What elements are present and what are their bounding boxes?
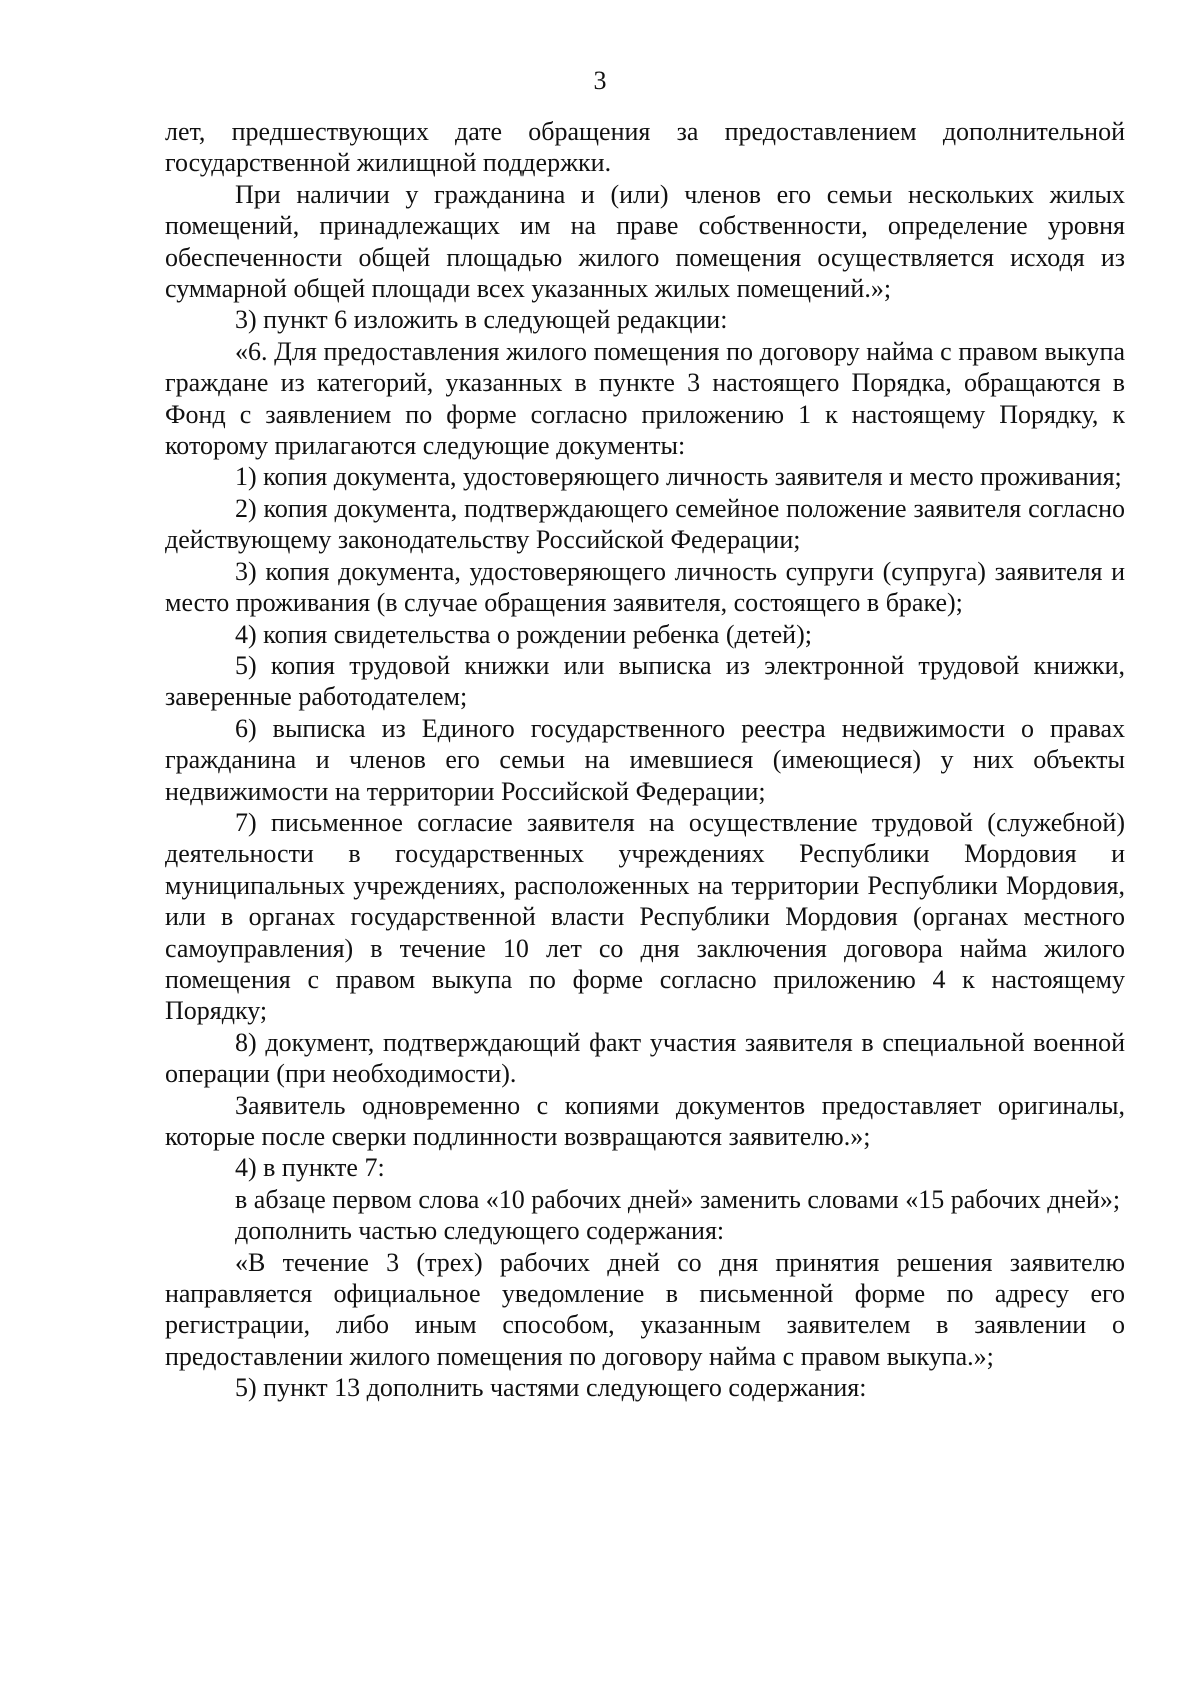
paragraph: 1) копия документа, удостоверяющего личность заявителя и место проживания; [235, 462, 1122, 492]
paragraph: дополнить частью следующего содержания: [235, 1216, 725, 1246]
paragraph: 3) пункт 6 изложить в следующей редакции: [235, 305, 728, 335]
paragraph: 3) копия документа, удостоверяющего личность супруги (супруга) заявителя и место проживания (в случае обращения заявителя, состоящего в браке); [165, 556, 1125, 618]
paragraph: 5) пункт 13 дополнить частями следующего содержания: [235, 1373, 867, 1403]
paragraph: 4) копия свидетельства о рождении ребенка (детей); [235, 619, 812, 649]
paragraph: 7) письменное согласие заявителя на осуществление трудовой (служебной) деятельности в государственных учреждениях Республики Мордовия и муниципальных учреждениях, расположенных на территории Республики Мордовия, или в органах государственной власти Республики Мордовия (органах местного самоуправления) в течение 10 лет со дня заключения договора найма жилого помещения с правом выкупа по форме согласно приложению 4 к настоящему Порядку; [165, 807, 1125, 1026]
paragraph: Заявитель одновременно с копиями документов предоставляет оригиналы, которые после сверки подлинности возвращаются заявителю.»; [165, 1090, 1125, 1151]
paragraph: «6. Для предоставления жилого помещения по договору найма с правом выкупа граждане из категорий, указанных в пункте 3 настоящего Порядка, обращаются в Фонд с заявлением по форме согласно приложению 1 к настоящему Порядку, к которому прилагаются следующие документы: [165, 336, 1125, 461]
paragraph: 6) выписка из Единого государственного реестра недвижимости о правах гражданина и членов его семьи на имевшиеся (имеющиеся) у них объекты недвижимости на территории Российской Федерации; [165, 713, 1125, 806]
document-body [165, 116, 1125, 1404]
paragraph: При наличии у гражданина и (или) членов его семьи нескольких жилых помещений, принадлежащих им на праве собственности, определение уровня обеспеченности общей площадью жилого помещения осуществляется исходя из суммарной общей площади всех указанных жилых помещений.»; [165, 179, 1125, 304]
paragraph: 2) копия документа, подтверждающего семейное положение заявителя согласно действующему законодательству Российской Федерации; [165, 493, 1125, 555]
paragraph: 5) копия трудовой книжки или выписка из электронной трудовой книжки, заверенные работодателем; [165, 650, 1125, 712]
paragraph: 8) документ, подтверждающий факт участия заявителя в специальной военной операции (при необходимости). [165, 1027, 1125, 1089]
paragraph: 4) в пункте 7: [235, 1153, 385, 1183]
page-number: 3 [593, 66, 607, 95]
paragraph: в абзаце первом слова «10 рабочих дней» заменить словами «15 рабочих дней»; [235, 1184, 1121, 1214]
paragraph: лет, предшествующих дате обращения за предоставлением дополнительной государственной жилищной поддержки. [165, 117, 1125, 178]
paragraph: «В течение 3 (трех) рабочих дней со дня принятия решения заявителю направляется официальное уведомление в письменной форме по адресу его регистрации, либо иным способом, указанным заявителем в заявлении о предоставлении жилого помещения по договору найма с правом выкупа.»; [165, 1247, 1125, 1371]
